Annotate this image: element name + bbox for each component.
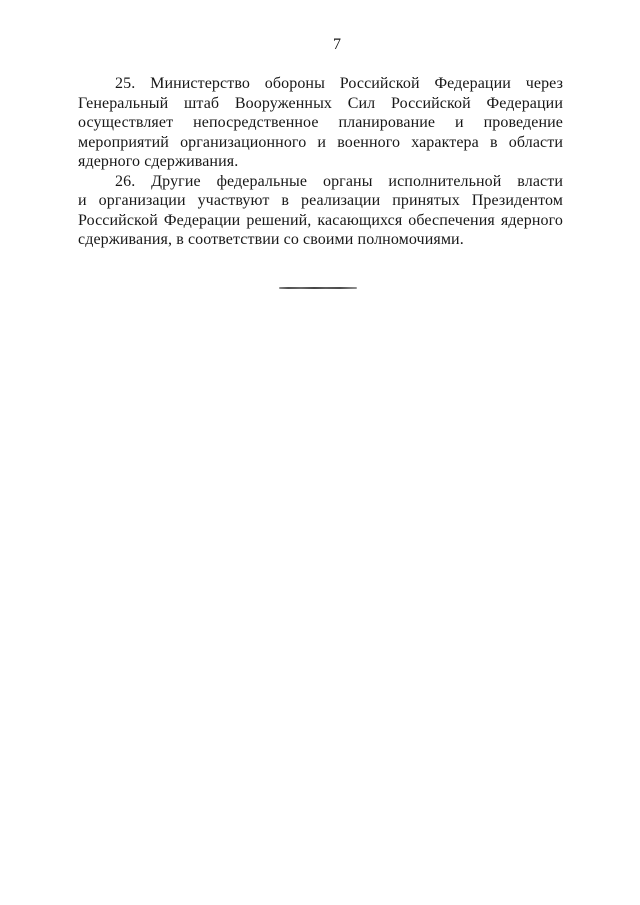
text-line: мероприятий организационного и военного характера в области <box>78 133 563 151</box>
text-line: и организации участвуют в реализации принятых Президентом <box>78 192 563 209</box>
page-number-value: 7 <box>333 36 341 53</box>
text-line: 25. Министерство обороны Российской Федерации через <box>115 75 563 92</box>
page-number <box>0 35 640 55</box>
text-line: Генеральный штаб Вооруженных Сил Российской Федерации <box>78 94 563 112</box>
text-line: 26. Другие федеральные органы исполнительной власти <box>115 172 563 190</box>
text-line: сдерживания, в соответствии со своими полномочиями. <box>78 231 464 248</box>
document-body <box>78 74 563 250</box>
end-of-document-divider <box>279 287 357 289</box>
text-line: ядерного сдерживания. <box>78 153 239 170</box>
text-line: Российской Федерации решений, касающихся обеспечения ядерного <box>78 211 563 229</box>
text-line: осуществляет непосредственное планирование и проведение <box>78 114 563 131</box>
paragraph-26 <box>78 172 563 250</box>
paragraph-25 <box>78 74 563 172</box>
